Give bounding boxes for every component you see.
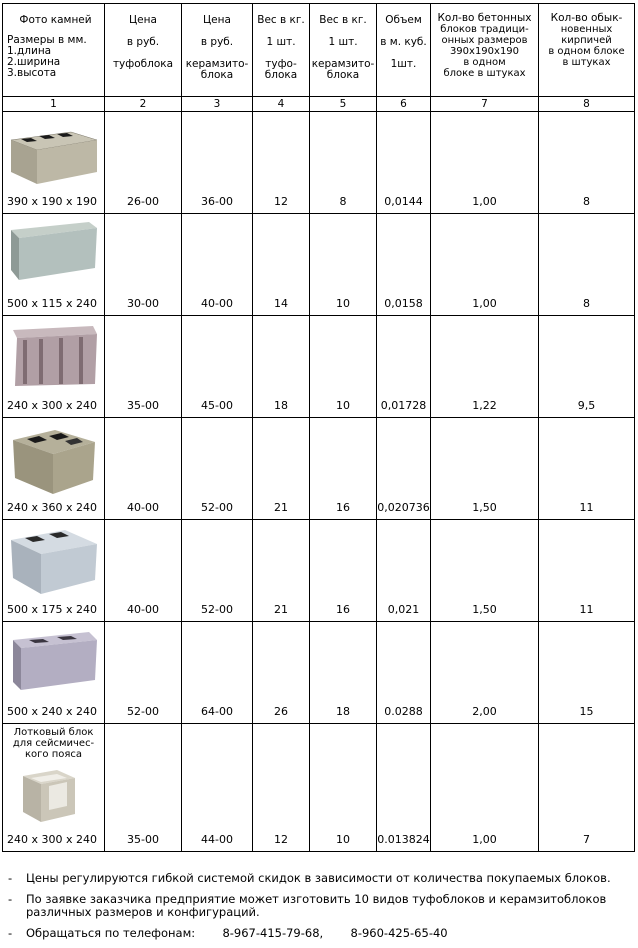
column-number: 4 [253, 97, 310, 112]
price-ker: 40-00 [201, 297, 233, 310]
header-text: в одном блоке [548, 46, 625, 57]
bricks: 15 [579, 705, 594, 718]
header-text: туфо- [265, 58, 297, 70]
header-text: в одном [463, 57, 506, 68]
concrete-blocks-cell [431, 724, 539, 852]
block-photo-ribbed [9, 322, 99, 392]
photo-cell [3, 724, 105, 852]
header-text: в руб. [200, 36, 234, 48]
table-row [3, 724, 635, 852]
concrete-blocks-cell [431, 316, 539, 418]
note-dash: - [8, 892, 13, 906]
volume-cell [377, 418, 431, 520]
price-ker: 52-00 [201, 501, 233, 514]
volume: 0,021 [387, 603, 420, 616]
weight-ker: 10 [336, 399, 350, 412]
header-weight-tuf [253, 4, 310, 97]
weight-tuf-cell [253, 418, 310, 520]
note-dash: - [8, 871, 13, 885]
weight-tuf-cell [253, 214, 310, 316]
price-tuf: 52-00 [127, 705, 159, 718]
weight-tuf: 12 [274, 195, 288, 208]
volume: 0.013824 [377, 833, 430, 846]
weight-tuf-cell [253, 520, 310, 622]
bricks-cell [539, 418, 635, 520]
bricks-cell [539, 112, 635, 214]
header-text: Объем [385, 14, 422, 26]
block-size: 500 x 240 x 240 [7, 705, 97, 718]
concrete-blocks-cell [431, 112, 539, 214]
concrete-blocks: 1,50 [472, 501, 497, 514]
price-tuf: 26-00 [127, 195, 159, 208]
column-number: 5 [310, 97, 377, 112]
header-text: блоков традици- [440, 24, 529, 35]
phones-label: Обращаться по телефонам: [26, 926, 196, 940]
column-number: 8 [539, 97, 635, 112]
weight-ker: 10 [336, 833, 350, 846]
header-text: в штуках [562, 57, 611, 68]
header-text: блоке в штуках [443, 68, 526, 79]
block-photo-2hole-long [9, 526, 99, 598]
volume: 0,020736 [377, 501, 430, 514]
price-tuf-cell [105, 214, 182, 316]
column-number: 6 [377, 97, 431, 112]
price-ker-cell [182, 214, 253, 316]
price-ker-cell [182, 316, 253, 418]
block-size: 500 x 175 x 240 [7, 603, 97, 616]
price-ker-cell [182, 112, 253, 214]
volume: 0,0144 [384, 195, 423, 208]
photo-cell [3, 520, 105, 622]
weight-tuf-cell [253, 112, 310, 214]
block-size: 240 x 360 x 240 [7, 501, 97, 514]
price-tuf-cell [105, 418, 182, 520]
photo-cell [3, 214, 105, 316]
weight-tuf: 18 [274, 399, 288, 412]
price-tuf: 40-00 [127, 501, 159, 514]
note-discounts [8, 872, 611, 885]
blocks-table [2, 3, 635, 852]
price-ker: 52-00 [201, 603, 233, 616]
phone-number[interactable]: 8-960-425-65-40 [350, 926, 448, 940]
volume-cell [377, 214, 431, 316]
header-photo-title: Фото камней [19, 14, 92, 26]
header-text: Цена [203, 14, 231, 26]
price-ker-cell [182, 724, 253, 852]
header-text: 1шт. [390, 58, 417, 70]
weight-tuf: 21 [274, 501, 288, 514]
header-text: Кол-во бетонных [437, 12, 532, 24]
volume: 0,0158 [384, 297, 423, 310]
header-text: кирпичей [561, 35, 612, 46]
header-row [3, 4, 635, 97]
weight-tuf-cell [253, 622, 310, 724]
header-text: Вес в кг. [319, 14, 367, 26]
weight-ker-cell [310, 214, 377, 316]
header-size-width: 2.ширина [7, 56, 61, 68]
concrete-blocks-cell [431, 418, 539, 520]
bricks-cell [539, 724, 635, 852]
bricks-cell [539, 214, 635, 316]
block-photo-solid [9, 220, 99, 290]
price-tuf-cell [105, 622, 182, 724]
volume: 0.0288 [384, 705, 423, 718]
header-text: блока [200, 69, 234, 81]
header-text: онных размеров [441, 35, 528, 46]
block-size: 390 x 190 x 190 [7, 195, 97, 208]
concrete-blocks: 2,00 [472, 705, 497, 718]
weight-ker-cell [310, 520, 377, 622]
concrete-blocks-cell [431, 622, 539, 724]
price-tuf: 35-00 [127, 833, 159, 846]
weight-ker-cell [310, 316, 377, 418]
header-text: 1 шт. [328, 36, 358, 48]
bricks: 8 [583, 195, 590, 208]
table-row [3, 418, 635, 520]
header-text: Кол-во обык- [550, 12, 623, 24]
volume-cell [377, 622, 431, 724]
price-ker: 45-00 [201, 399, 233, 412]
header-photo-size [3, 4, 105, 97]
weight-ker: 18 [336, 705, 350, 718]
header-size-height: 3.высота [7, 67, 57, 79]
header-size-subtitle: Размеры в мм. [7, 34, 87, 46]
column-number: 2 [105, 97, 182, 112]
header-text: 1 шт. [266, 36, 296, 48]
bricks: 7 [583, 833, 590, 846]
weight-ker: 16 [336, 603, 350, 616]
price-ker-cell [182, 622, 253, 724]
weight-ker-cell [310, 418, 377, 520]
header-text: блока [264, 69, 298, 81]
column-number-row [3, 97, 635, 112]
volume-cell [377, 520, 431, 622]
volume-cell [377, 112, 431, 214]
price-tuf-cell [105, 520, 182, 622]
block-size: 240 x 300 x 240 [7, 399, 97, 412]
volume: 0,01728 [380, 399, 427, 412]
price-tuf: 30-00 [127, 297, 159, 310]
weight-ker: 8 [339, 195, 347, 208]
header-text: керамзито- [185, 58, 249, 70]
concrete-blocks-cell [431, 520, 539, 622]
note-phones [8, 927, 611, 940]
price-tuf-cell [105, 724, 182, 852]
table-row [3, 112, 635, 214]
weight-tuf-cell [253, 724, 310, 852]
header-text: Цена [129, 14, 157, 26]
header-text: 390х190х190 [449, 46, 520, 57]
header-text: в руб. [126, 36, 160, 48]
volume-cell [377, 316, 431, 418]
price-tuf: 35-00 [127, 399, 159, 412]
header-concrete-blocks [431, 4, 539, 97]
bricks-cell [539, 316, 635, 418]
volume-cell [377, 724, 431, 852]
table-row [3, 214, 635, 316]
header-bricks [539, 4, 635, 97]
block-photo-3hole [9, 118, 99, 188]
price-ker: 64-00 [201, 705, 233, 718]
block-photo-2hole [9, 424, 99, 496]
header-text: керамзито- [311, 58, 375, 70]
block-photo-tray [17, 766, 81, 826]
phone-number[interactable]: 8-967-415-79-68, [222, 926, 324, 940]
bricks-cell [539, 520, 635, 622]
notes [8, 872, 611, 948]
concrete-blocks: 1,00 [472, 297, 497, 310]
concrete-blocks: 1,50 [472, 603, 497, 616]
weight-ker: 10 [336, 297, 350, 310]
note-text: По заявке заказчика предприятие может изготовить 10 видов туфоблоков и керамзитоблоков [26, 892, 607, 906]
price-ker-cell [182, 418, 253, 520]
price-ker: 44-00 [201, 833, 233, 846]
tray-label-line: кого пояса [24, 749, 82, 760]
note-text: Цены регулируются гибкой системой скидок в зависимости от количества покупаемых блоков. [26, 871, 611, 885]
price-ker-cell [182, 520, 253, 622]
bricks: 8 [583, 297, 590, 310]
weight-tuf: 14 [274, 297, 288, 310]
header-volume [377, 4, 431, 97]
header-price-ker [182, 4, 253, 97]
concrete-blocks: 1,22 [472, 399, 497, 412]
block-photo-wide [9, 628, 99, 698]
header-text: блока [326, 69, 360, 81]
column-number: 7 [431, 97, 539, 112]
photo-cell [3, 622, 105, 724]
bricks: 11 [579, 603, 594, 616]
bricks-cell [539, 622, 635, 724]
weight-ker-cell [310, 112, 377, 214]
concrete-blocks: 1,00 [472, 833, 497, 846]
note-custom [8, 893, 611, 919]
photo-cell [3, 418, 105, 520]
weight-ker: 16 [336, 501, 350, 514]
price-tuf: 40-00 [127, 603, 159, 616]
table-row [3, 520, 635, 622]
price-tuf-cell [105, 112, 182, 214]
weight-tuf: 26 [274, 705, 288, 718]
header-text: туфоблока [112, 58, 174, 70]
note-dash: - [8, 926, 13, 940]
weight-tuf: 12 [274, 833, 288, 846]
bricks: 9,5 [577, 399, 596, 412]
block-size: 500 x 115 x 240 [7, 297, 97, 310]
note-text: различных размеров и конфигураций. [26, 905, 260, 919]
weight-ker-cell [310, 622, 377, 724]
table-row [3, 622, 635, 724]
column-number: 1 [3, 97, 105, 112]
header-price-tuf [105, 4, 182, 97]
weight-tuf: 21 [274, 603, 288, 616]
price-tuf-cell [105, 316, 182, 418]
photo-cell [3, 316, 105, 418]
concrete-blocks: 1,00 [472, 195, 497, 208]
header-text: Вес в кг. [257, 14, 305, 26]
header-weight-ker [310, 4, 377, 97]
photo-cell [3, 112, 105, 214]
weight-ker-cell [310, 724, 377, 852]
price-ker: 36-00 [201, 195, 233, 208]
table-row [3, 316, 635, 418]
tray-block-label [3, 727, 104, 760]
weight-tuf-cell [253, 316, 310, 418]
block-size: 240 x 300 x 240 [7, 833, 97, 846]
column-number: 3 [182, 97, 253, 112]
header-text: новенных [560, 24, 613, 35]
tray-label-line: для сейсмичес- [12, 738, 95, 749]
tray-label-line: Лотковый блок [13, 727, 94, 738]
header-text: в м. куб. [380, 36, 427, 48]
bricks: 11 [579, 501, 594, 514]
concrete-blocks-cell [431, 214, 539, 316]
header-size-length: 1.длина [7, 45, 52, 57]
